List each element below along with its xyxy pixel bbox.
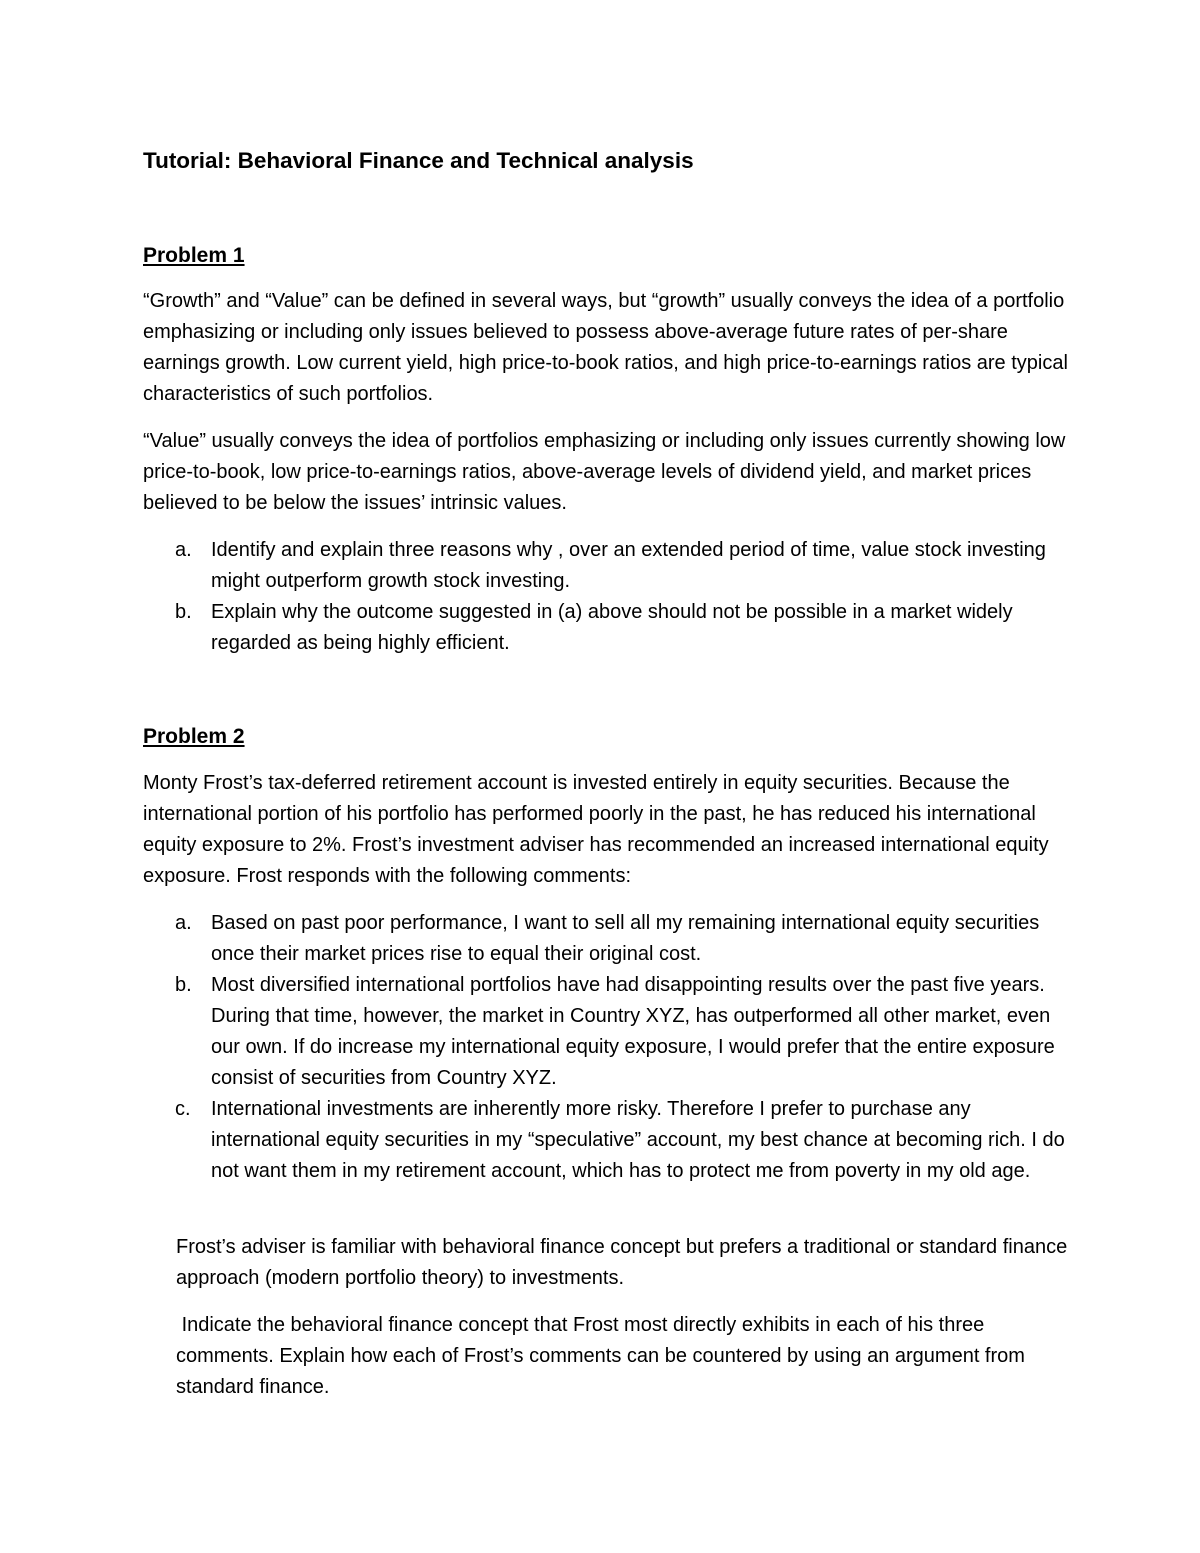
list-item — [175, 970, 1070, 1094]
problem-2-task-paragraph: Indicate the behavioral finance concept that Frost most directly exhibits in each of his three comments. Explain how each of Frost’s comments can be countered by using an argument from standard finance. — [176, 1314, 1031, 1398]
list-item-text: International investments are inherently more risky. Therefore I prefer to purchase any international equity securities in my “speculative” account, my best chance at becoming rich. I do not want them in my retirement account, which has to protect me from poverty in my old age. — [211, 1098, 1065, 1182]
list-marker: a. — [175, 912, 192, 934]
problem-1-question-list — [175, 535, 1070, 659]
problem-2-heading: Problem 2 — [143, 725, 245, 748]
problem-1-paragraph-value: “Value” usually conveys the idea of portfolios emphasizing or including only issues currently showing low price-to-book, low price-to-earnings ratios, above-average levels of dividend yield, and market prices believed to be below the issues’ intrinsic values. — [143, 430, 1066, 514]
problem-2-intro: Monty Frost’s tax-deferred retirement account is invested entirely in equity securities. Because the international portion of his portfolio has performed poorly in the past, he has reduced his international equity exposure to 2%. Frost’s investment adviser has recommended an increased international equity exposure. Frost responds with the following comments: — [143, 772, 1049, 887]
list-marker: a. — [175, 539, 192, 561]
list-item — [175, 535, 1070, 597]
list-item — [175, 1094, 1070, 1187]
list-item-text: Explain why the outcome suggested in (a) above should not be possible in a market widely regarded as being highly efficient. — [211, 601, 1013, 654]
list-marker: c. — [175, 1098, 191, 1120]
list-item-text: Identify and explain three reasons why , over an extended period of time, value stock investing might outperform growth stock investing. — [211, 539, 1046, 592]
list-marker: b. — [175, 974, 192, 996]
page-title: Tutorial: Behavioral Finance and Technical analysis — [143, 148, 694, 173]
list-marker: b. — [175, 601, 192, 623]
list-item-text: Based on past poor performance, I want to sell all my remaining international equity securities once their market prices rise to equal their original cost. — [211, 912, 1040, 965]
problem-1-heading: Problem 1 — [143, 244, 245, 267]
problem-1-paragraph-growth: “Growth” and “Value” can be defined in several ways, but “growth” usually conveys the idea of a portfolio emphasizing or including only issues believed to possess above-average future rates of per-share earnings growth. Low current yield, high price-to-book ratios, and high price-to-earnings ratios are typical characteristics of such portfolios. — [143, 290, 1068, 405]
problem-2-adviser-paragraph: Frost’s adviser is familiar with behavioral finance concept but prefers a traditional or standard finance approach (modern portfolio theory) to investments. — [176, 1236, 1068, 1289]
list-item — [175, 597, 1070, 659]
problem-2-comment-list — [175, 908, 1070, 1187]
list-item — [175, 908, 1070, 970]
list-item-text: Most diversified international portfolios have had disappointing results over the past five years. During that time, however, the market in Country XYZ, has outperformed all other market, even our own. If do increase my international equity exposure, I would prefer that the entire exposure consist of securities from Country XYZ. — [211, 974, 1055, 1089]
